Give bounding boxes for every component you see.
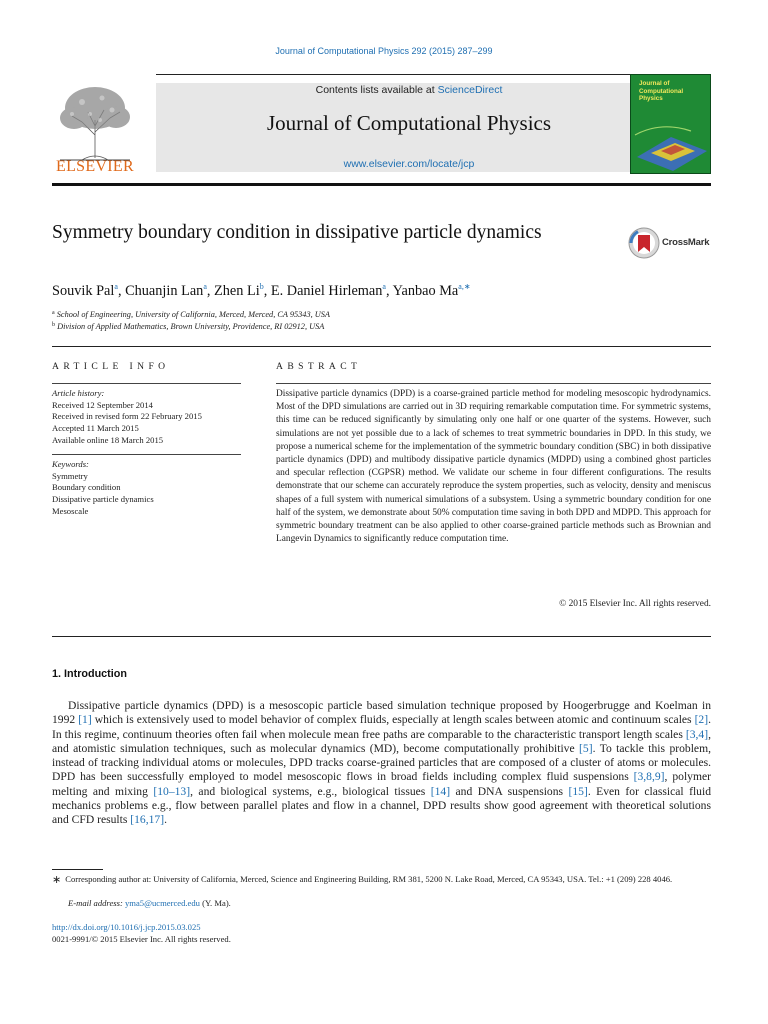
history-received: Received 12 September 2014	[52, 399, 153, 410]
affiliation-text: School of Engineering, University of California, Merced, Merced, CA 95343, USA	[56, 310, 330, 319]
paragraph-text: . In this regime, continuum theories often fail when molecule mean free paths are comparable to the characteristic transport length scales	[52, 713, 711, 741]
paragraph-text: , polymer melting and mixing	[52, 770, 711, 798]
doi-link[interactable]: http://dx.doi.org/10.1016/j.jcp.2015.03.025	[52, 922, 201, 932]
journal-cover-thumbnail[interactable]	[630, 74, 711, 174]
article-info-heading: ARTICLE INFO	[52, 361, 170, 372]
journal-title: Journal of Computational Physics	[266, 111, 552, 135]
author-affiliation-marker[interactable]: a	[382, 282, 386, 291]
header-rule	[52, 183, 711, 186]
history-online: Available online 18 March 2015	[52, 434, 164, 445]
journal-masthead	[156, 83, 662, 172]
article-info-rule	[52, 383, 241, 384]
header-top-line	[156, 74, 662, 75]
author-separator: ,	[117, 283, 126, 299]
article-title: Symmetry boundary condition in dissipative particle dynamics	[52, 222, 542, 243]
paragraph-text: , and biological systems, e.g., biological tissues	[190, 784, 431, 798]
paragraph-text: Dissipative particle dynamics (DPD) is a mesoscopic particle based simulation technique proposed by Hoogerbrugge and Koelman in 1992	[52, 699, 711, 727]
sciencedirect-link[interactable]: ScienceDirect	[437, 84, 503, 96]
paragraph-text: . To tackle this problem, instead of tracking individual atoms or molecules, DPD tracks coarse-grained particles that are composed of a cluster of atoms or molecules. DPD has been successfully employed to model mesoscopic flows in broad fields including complex fluid suspensions	[52, 741, 711, 784]
email-suffix: (Y. Ma).	[199, 898, 231, 908]
affiliation-b	[52, 322, 324, 331]
introduction-paragraph	[52, 699, 711, 827]
journal-url-link[interactable]: www.elsevier.com/locate/jcp	[343, 158, 475, 170]
paragraph-text: , and atomistic simulation techniques, such as molecular dynamics (MD), become computationally prohibitive	[52, 727, 711, 755]
abstract-heading: ABSTRACT	[276, 361, 362, 372]
paragraph-text: .	[164, 813, 167, 826]
keywords-rule	[52, 454, 241, 455]
keywords-label: Keywords:	[52, 459, 89, 469]
email-footnote	[52, 898, 711, 910]
cover-title: Journal of Computational Physics	[639, 80, 684, 102]
abstract-bottom-rule	[52, 636, 711, 637]
crossmark-label: CrossMark	[662, 237, 710, 248]
journal-header	[52, 74, 711, 186]
issn-copyright: 0021-9991/© 2015 Elsevier Inc. All rights reserved.	[52, 934, 231, 944]
keyword: Mesoscale	[52, 505, 89, 516]
title-block-rule	[52, 346, 711, 347]
keyword: Symmetry	[52, 470, 88, 481]
abstract-copyright: © 2015 Elsevier Inc. All rights reserved.	[559, 599, 711, 609]
author-name: Souvik Pal	[52, 283, 115, 299]
reference-link[interactable]: [1]	[78, 713, 92, 727]
author-name: Yanbao Ma	[392, 283, 459, 299]
reference-link[interactable]: [2]	[694, 713, 709, 727]
elsevier-wordmark: ELSEVIER	[56, 158, 134, 175]
reference-link[interactable]: [5]	[579, 741, 593, 755]
crossmark-icon	[628, 227, 660, 259]
paragraph-text: which is extensively used to model behavior of complex fluids, especially at length scales between atomic and continuum scales	[91, 713, 695, 727]
keyword: Boundary condition	[52, 482, 121, 493]
reference-link[interactable]: [10–13]	[153, 784, 191, 798]
crossmark-badge[interactable]	[628, 227, 712, 257]
article-history	[52, 388, 252, 447]
email-link[interactable]: yma5@ucmerced.edu	[124, 898, 200, 908]
email-label: E-mail address:	[68, 898, 123, 908]
reference-link[interactable]: [3,8,9]	[633, 770, 665, 784]
author-affiliation-marker[interactable]: a	[203, 282, 207, 291]
history-revised: Received in revised form 22 February 2015	[52, 411, 202, 422]
author-affiliation-marker[interactable]: a	[114, 282, 118, 291]
affiliation-text: Division of Applied Mathematics, Brown University, Providence, RI 02912, USA	[57, 322, 325, 331]
history-accepted: Accepted 11 March 2015	[52, 423, 139, 434]
paragraph-text: . Even for classical fluid mechanics problems e.g., flow between parallel plates and flow in a channel, DPD results show good agreement with theoretical solutions and CFD results	[52, 784, 711, 826]
author-name: Chuanjin Lan	[125, 283, 204, 299]
article-history-label: Article history:	[52, 388, 105, 398]
footnote-star: ∗	[52, 874, 62, 886]
affiliation-marker: b	[52, 322, 55, 328]
corresponding-text: Corresponding author at: University of California, Merced, Science and Engineering Building, RM 381, 5200 N. Lake Road, Merced, CA 95343, USA. Tel.: +1 (209) 228 4046.	[65, 874, 673, 884]
journal-citation[interactable]: Journal of Computational Physics 292 (2015) 287–299	[275, 46, 493, 56]
keywords	[52, 459, 252, 518]
author-list	[52, 282, 712, 300]
author-affiliation-marker[interactable]: b	[259, 282, 264, 291]
author-name: E. Daniel Hirleman	[270, 283, 383, 299]
cover-artwork	[631, 117, 711, 174]
author-affiliation-marker[interactable]: a,∗	[458, 282, 471, 291]
author-separator: ,	[385, 283, 393, 299]
contents-availability: Contents lists available at ScienceDirect	[315, 84, 503, 96]
paragraph-text: and DNA suspensions	[450, 784, 569, 798]
keyword: Dissipative particle dynamics	[52, 494, 154, 505]
author-name: Zhen Li	[214, 283, 260, 299]
reference-link[interactable]: [14]	[430, 784, 451, 798]
author-separator: ,	[263, 283, 271, 299]
section-heading-introduction: 1. Introduction	[52, 668, 127, 680]
author-separator: ,	[206, 283, 215, 299]
reference-link[interactable]: [16,17]	[130, 813, 165, 826]
corresponding-author-footnote	[52, 874, 711, 887]
reference-link[interactable]: [15]	[568, 784, 588, 798]
abstract-rule	[276, 383, 711, 384]
affiliation-a	[52, 310, 330, 319]
reference-link[interactable]: [3,4]	[685, 727, 709, 741]
affiliation-marker: a	[52, 310, 55, 316]
abstract-text: Dissipative particle dynamics (DPD) is a coarse-grained particle method for modeling mesoscopic hydrodynamics. Most of the DPD simulations are carried out in 3D requiring remarkable computation time. For symmetric systems, this time can be reduced significantly by simulating only one half or one quarter of the systems. However, such simulations are not yet possible due to a lack of schemes to treat symmetric boundaries in DPD. In this study, we propose a numerical scheme for the implementation of the symmetric boundary condition (SBC) in both dissipative particle dynamics (DPD) and multibody dissipative particle dynamics (MDPD) using a combined ghost particles and specular reflection (CGPSR) method. We validate our scheme in four different configurations. The results demonstrate that our scheme can accurately reproduce the system properties, such as velocity, density and meniscus shapes of a full system with numerical simulations of a subsystem. Using a symmetric boundary condition for one half of the system, we demonstrate about 50% computation time saving in both DPD and MDPD. This approach for symmetric boundary treatment can be also applied to other coarse-grained particle methods such as Brownian and Langevin Dynamics to significantly reduce computation time.	[276, 389, 711, 545]
footnote-rule	[52, 869, 103, 870]
